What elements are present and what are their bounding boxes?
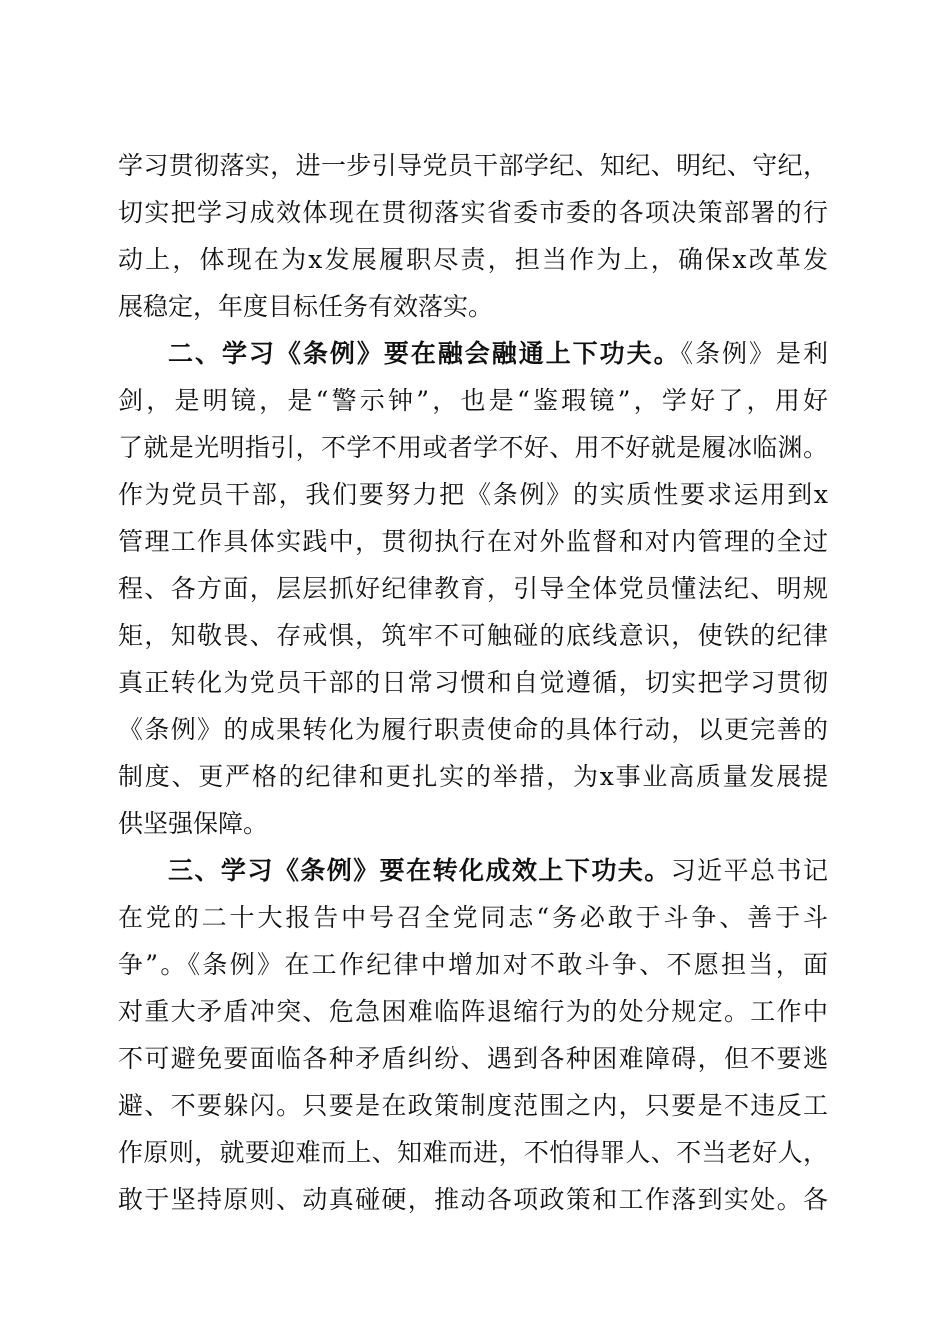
text-line: 作原则，就要迎难而上、知难而进，不怕得罪人、不当老好人， xyxy=(118,1138,828,1167)
text-line xyxy=(118,330,828,377)
text-line: 切实把学习成效体现在贯彻落实省委市委的各项决策部署的行 xyxy=(118,198,828,227)
text-line: 争”。《条例》在工作纪律中增加对不敢斗争、不愿担当，面 xyxy=(118,950,828,979)
paragraph-1 xyxy=(118,142,828,330)
heading-continuation: 习近平总书记 xyxy=(670,856,828,885)
section-heading-2: 二、学习《条例》要在融会融通上下功夫。 xyxy=(168,339,681,368)
text-line: 避、不要躲闪。只要是在政策制度范围之内，只要是不违反工 xyxy=(118,1091,828,1120)
paragraph-3 xyxy=(118,847,828,1223)
text-line xyxy=(118,847,828,894)
text-line: 学习贯彻落实，进一步引导党员干部学纪、知纪、明纪、守纪， xyxy=(118,151,828,180)
text-line: 制度、更严格的纪律和更扎实的举措，为x事业高质量发展提 xyxy=(118,762,828,791)
text-line: 《条例》的成果转化为履行职责使命的具体行动，以更完善的 xyxy=(118,715,828,744)
text-line: 展稳定，年度目标任务有效落实。 xyxy=(118,292,494,321)
text-line: 作为党员干部，我们要努力把《条例》的实质性要求运用到x xyxy=(118,480,828,509)
heading-continuation: 《条例》是利 xyxy=(680,339,828,368)
text-line: 敢于坚持原则、动真碰硬，推动各项政策和工作落到实处。各 xyxy=(118,1185,828,1214)
text-line: 程、各方面，层层抓好纪律教育，引导全体党员懂法纪、明规 xyxy=(118,574,828,603)
text-line: 供坚强保障。 xyxy=(118,809,269,838)
text-line: 剑，是明镜，是“警示钟”，也是“鉴瑕镜”，学好了，用好 xyxy=(118,386,828,415)
text-line: 在党的二十大报告中号召全党同志“务必敢于斗争、善于斗 xyxy=(118,903,828,932)
section-heading-3: 三、学习《条例》要在转化成效上下功夫。 xyxy=(168,856,671,885)
text-line: 了就是光明指引，不学不用或者学不好、用不好就是履冰临渊。 xyxy=(118,433,828,462)
text-line: 管理工作具体实践中，贯彻执行在对外监督和对内管理的全过 xyxy=(118,527,828,556)
text-line: 对重大矛盾冲突、危急困难临阵退缩行为的处分规定。工作中 xyxy=(118,997,828,1026)
paragraph-2 xyxy=(118,330,828,847)
text-line: 真正转化为党员干部的日常习惯和自觉遵循，切实把学习贯彻 xyxy=(118,668,828,697)
text-line: 动上，体现在为x发展履职尽责，担当作为上，确保x改革发 xyxy=(118,245,828,274)
text-line: 矩，知敬畏、存戒惧，筑牢不可触碰的底线意识，使铁的纪律 xyxy=(118,621,828,650)
text-line: 不可避免要面临各种矛盾纠纷、遇到各种困难障碍，但不要逃 xyxy=(118,1044,828,1073)
document-page xyxy=(118,142,828,1223)
